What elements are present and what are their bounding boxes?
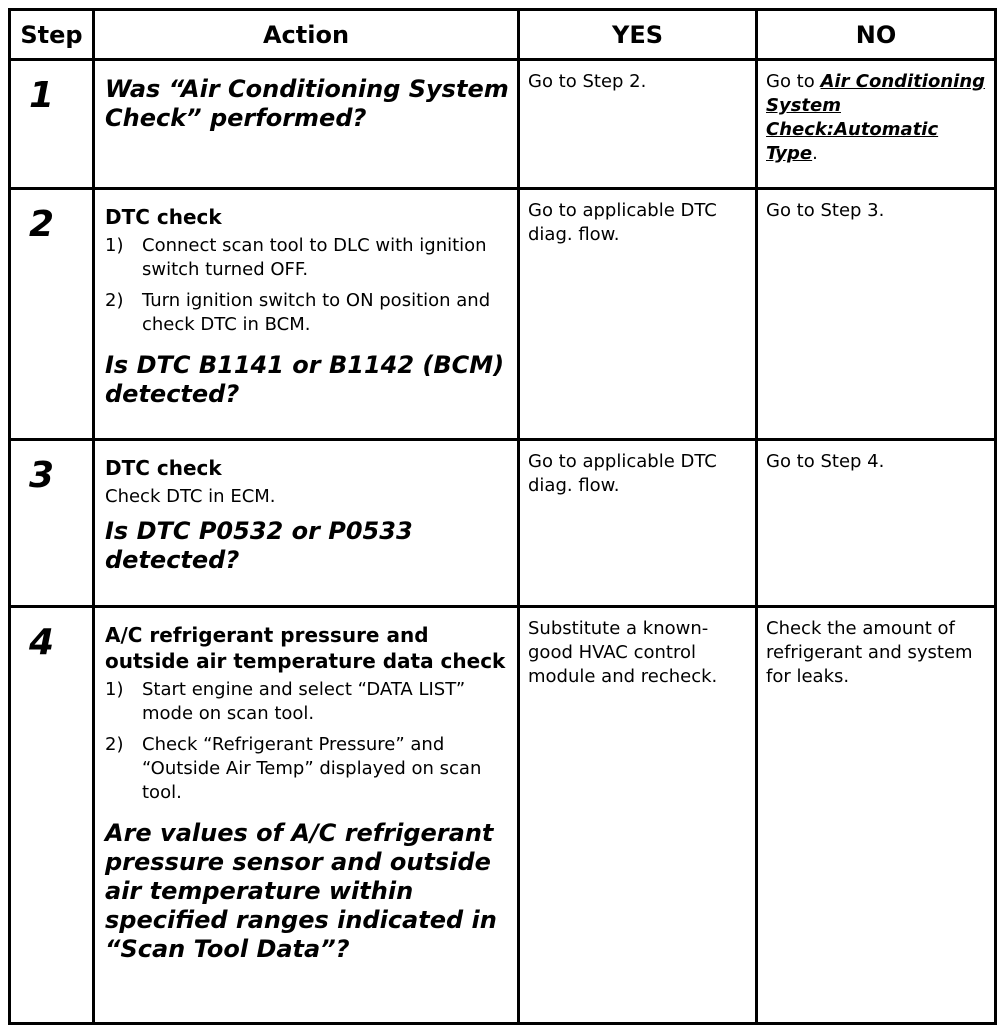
- no-suffix: .: [812, 143, 818, 164]
- list-item: [105, 234, 509, 282]
- list-item: [105, 289, 509, 337]
- action-cell: [94, 607, 519, 1024]
- step-number: 1: [10, 60, 94, 189]
- no-cell: Go to Step 4.: [757, 440, 996, 607]
- item-number: 2): [105, 290, 124, 311]
- yes-cell: Go to Step 2.: [519, 60, 757, 189]
- yes-cell: Substitute a known-good HVAC control module and recheck.: [519, 607, 757, 1024]
- header-no: NO: [757, 10, 996, 60]
- step-question: Is DTC P0532 or P0533 detected?: [105, 517, 413, 574]
- yes-cell: Go to applicable DTC diag. flow.: [519, 440, 757, 607]
- header-step: Step: [10, 10, 94, 60]
- step-subtitle: DTC check: [105, 205, 222, 229]
- item-text: Turn ignition switch to ON position and check DTC in BCM.: [142, 290, 491, 335]
- header-action: Action: [94, 10, 519, 60]
- table-row: [10, 189, 996, 440]
- item-number: 2): [105, 734, 124, 755]
- item-number: 1): [105, 679, 124, 700]
- step-text: Check DTC in ECM.: [105, 486, 276, 507]
- step-subtitle: DTC check: [105, 456, 222, 480]
- action-cell: [94, 189, 519, 440]
- item-text: Start engine and select “DATA LIST” mode on scan tool.: [142, 679, 466, 724]
- action-cell: [94, 60, 519, 189]
- no-cell: Go to Step 3.: [757, 189, 996, 440]
- item-text: Connect scan tool to DLC with ignition switch turned OFF.: [142, 235, 487, 280]
- procedure-list: [105, 678, 509, 805]
- table-row: [10, 607, 996, 1024]
- no-prefix: Go to: [766, 71, 815, 92]
- step-number: 4: [10, 607, 94, 1024]
- step-question: Is DTC B1141 or B1142 (BCM) detected?: [105, 351, 505, 408]
- action-cell: [94, 440, 519, 607]
- no-cell: Check the amount of refrigerant and system for leaks.: [757, 607, 996, 1024]
- no-cell: [757, 60, 996, 189]
- diagnostic-flow-table: [8, 8, 997, 1025]
- step-number: 2: [10, 189, 94, 440]
- yes-cell: Go to applicable DTC diag. flow.: [519, 189, 757, 440]
- list-item: [105, 733, 509, 805]
- step-subtitle: A/C refrigerant pressure and outside air temperature data check: [105, 623, 506, 673]
- step-number: 3: [10, 440, 94, 607]
- item-text: Check “Refrigerant Pressure” and “Outside Air Temp” displayed on scan tool.: [142, 734, 482, 803]
- list-item: [105, 678, 509, 726]
- step-question: Are values of A/C refrigerant pressure sensor and outside air temperature within specified ranges indicated in “Scan Tool Data”?: [105, 819, 497, 963]
- table-row: [10, 60, 996, 189]
- ac-system-check-link[interactable]: Air Conditioning System Check:Automatic Type: [766, 71, 986, 164]
- header-row: [10, 10, 996, 60]
- procedure-list: [105, 234, 509, 337]
- table-row: [10, 440, 996, 607]
- item-number: 1): [105, 235, 124, 256]
- header-yes: YES: [519, 10, 757, 60]
- step-question: Was “Air Conditioning System Check” performed?: [105, 75, 509, 132]
